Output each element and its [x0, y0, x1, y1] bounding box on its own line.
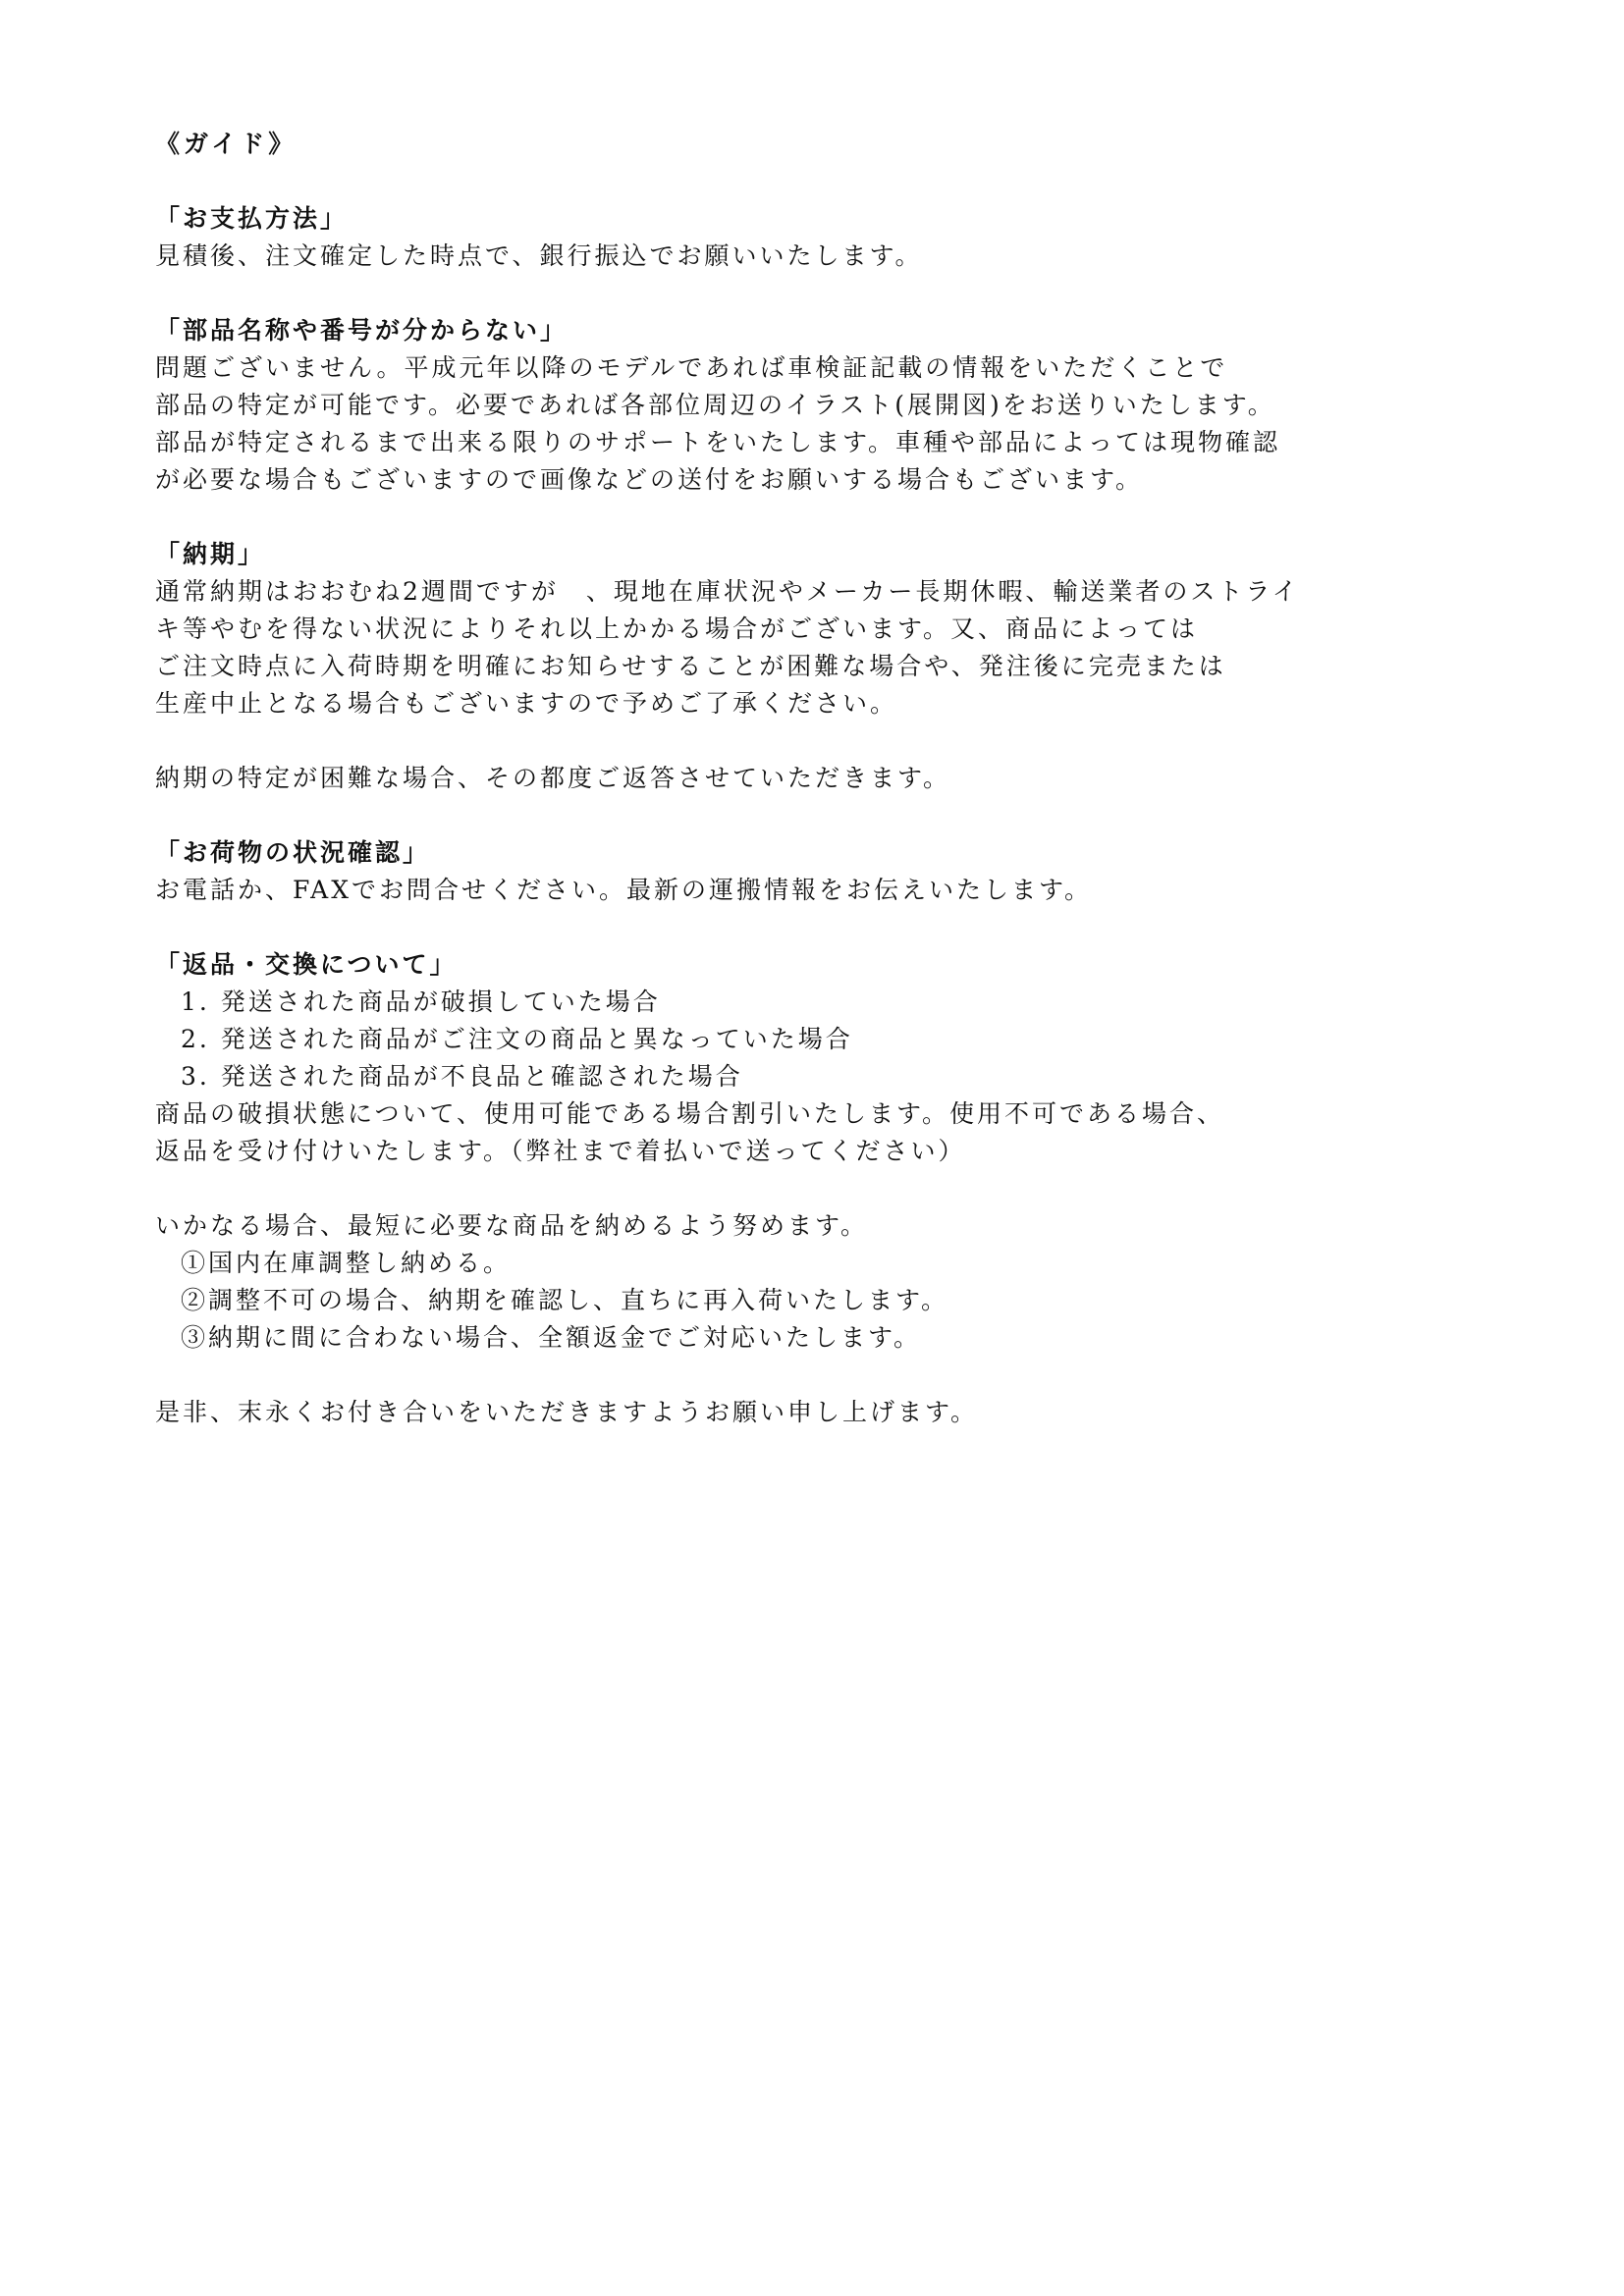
- parts-section: [155, 312, 1471, 499]
- returns-text-line: 返品を受け付けいたします。（弊社まで着払いで送ってください）: [155, 1137, 966, 1165]
- parts-text-line: 部品が特定されるまで出来る限りのサポートをいたします。車種や部品によっては現物確認: [155, 428, 1281, 456]
- payment-heading: 「お支払方法」: [155, 204, 349, 233]
- parts-text-line: 部品の特定が可能です。必要であれば各部位周辺のイラスト(展開図)をお送りいたします。: [155, 391, 1275, 419]
- returns-section: [155, 946, 1471, 1170]
- guide-content: [155, 126, 1471, 1468]
- returns-case-item: 3. 発送された商品が不良品と確認された場合: [181, 1062, 743, 1091]
- returns-case-item: 2. 発送された商品がご注文の商品と異なっていた場合: [181, 1025, 853, 1053]
- delivery-text-line: 生産中止となる場合もございますので予めご了承ください。: [155, 689, 898, 718]
- parts-heading: 「部品名称や番号が分からない」: [155, 316, 568, 345]
- returns-heading: 「返品・交換について」: [155, 950, 458, 979]
- closing-text: 是非、末永くお付き合いをいただきますようお願い申し上げます。: [155, 1398, 979, 1426]
- payment-text: 見積後、注文確定した時点で、銀行振込でお願いいたします。: [155, 241, 923, 270]
- guide-title-block: [155, 126, 1471, 163]
- tracking-heading: 「お荷物の状況確認」: [155, 838, 431, 867]
- delivery-note: 納期の特定が困難な場合、その都度ご返答させていただきます。: [155, 764, 951, 792]
- commitment-section: [155, 1207, 1471, 1357]
- commitment-step: ③納期に間に合わない場合、全額返金でご対応いたします。: [181, 1323, 922, 1352]
- delivery-text-line: ご注文時点に入荷時期を明確にお知らせすることが困難な場合や、発注後に完売または: [155, 652, 1226, 680]
- returns-text-line: 商品の破損状態について、使用可能である場合割引いたします。使用不可である場合、: [155, 1099, 1225, 1128]
- guide-title: 《ガイド》: [155, 130, 298, 158]
- parts-text-line: 問題ございません。平成元年以降のモデルであれば車検証記載の情報をいただくことで: [155, 353, 1228, 382]
- commitment-step: ②調整不可の場合、納期を確認し、直ちに再入荷いたします。: [181, 1286, 949, 1314]
- delivery-text-line: 通常納期はおおむね2週間ですが 、現地在庫状況やメーカー長期休暇、輸送業者のストライ: [155, 577, 1300, 606]
- delivery-note-section: [155, 760, 1471, 797]
- commitment-step: ①国内在庫調整し納める。: [181, 1249, 512, 1277]
- commitment-intro: いかなる場合、最短に必要な商品を納めるよう努めます。: [155, 1211, 869, 1240]
- delivery-heading: 「納期」: [155, 540, 266, 568]
- payment-section: [155, 200, 1471, 275]
- delivery-text-line: キ等やむを得ない状況によりそれ以上かかる場合がございます。又、商品によっては: [155, 614, 1199, 643]
- tracking-section: [155, 834, 1471, 909]
- tracking-text: お電話か、FAXでお問合せください。最新の運搬情報をお伝えいたします。: [155, 876, 1093, 904]
- closing-section: [155, 1394, 1471, 1431]
- parts-text-line: が必要な場合もございますので画像などの送付をお願いする場合もございます。: [155, 465, 1144, 494]
- delivery-section: [155, 536, 1471, 722]
- returns-case-item: 1. 発送された商品が破損していた場合: [181, 988, 661, 1016]
